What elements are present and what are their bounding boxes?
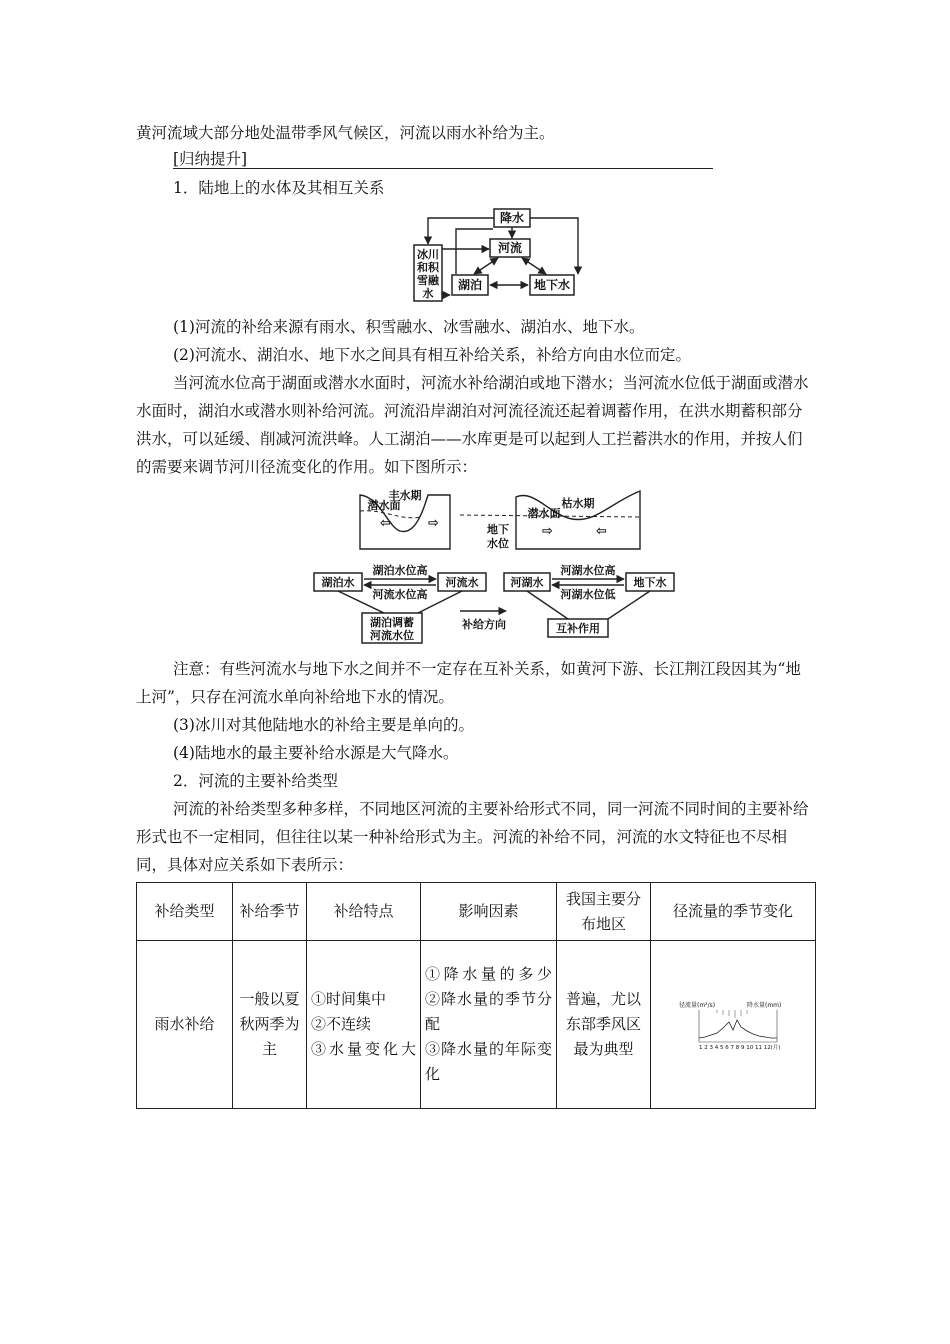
point-3: (3)冰川对其他陆地水的补给主要是单向的。 <box>173 716 474 734</box>
river-lake-water-label: 河湖水 <box>510 576 544 589</box>
th-type: 补给类型 <box>137 883 233 941</box>
lake-water-label: 湖泊水 <box>321 576 355 589</box>
supply-direction-label: 补给方向 <box>462 618 506 631</box>
runoff-axis-label: 径流量(m³/s) <box>679 1001 716 1009</box>
th-factors: 影响因素 <box>421 883 557 941</box>
cell-region: 普遍，尤以东部季风区最为典型 <box>557 941 651 1109</box>
point-4: (4)陆地水的最主要补给水源是大气降水。 <box>173 744 459 762</box>
rl-level-low: 河湖水位低 <box>560 588 616 601</box>
factor-2: ②降水量的季节分配 <box>425 990 552 1033</box>
section-rule <box>173 168 713 169</box>
groundwater-level-line-1: 地下 <box>487 523 509 536</box>
table-header-row <box>137 883 816 941</box>
flow-arrow-right-1: ⇨ <box>542 524 553 539</box>
lake-regulation-line-1: 湖泊调蓄 <box>370 616 414 629</box>
river-water-label: 河流水 <box>445 576 479 589</box>
dry-period-label: 枯水期 <box>561 497 595 510</box>
groundwater-label: 地下水 <box>533 278 571 292</box>
factor-1: ①降水量的多少 <box>425 965 552 983</box>
lake-level-high: 湖泊水位高 <box>372 564 428 577</box>
th-runoff: 径流量的季节变化 <box>651 883 816 941</box>
cell-runoff-chart <box>651 941 816 1109</box>
precip-axis-label: 降水量(mm) <box>747 1001 782 1009</box>
feature-2: ②不连续 <box>311 1015 372 1033</box>
cell-type: 雨水补给 <box>137 941 233 1109</box>
water-table-left: 潜水面 <box>367 499 401 512</box>
paragraph-1: 当河流水位高于湖面或潜水水面时，河流水补给湖泊或地下潜水；当河流水位低于湖面或潜水水面时，湖泊水或潜水则补给河流。河流沿岸湖泊对河流径流还起着调蓄作用，在洪水期蓄积部分洪水，可以延缓、削减河流洪峰。人工湖泊——水库更是可以起到人工拦蓄洪水的作用，并按人们的需要来调节河川径流变化的作用。如下图所示： <box>136 374 809 476</box>
flow-arrow-right-2: ⇦ <box>596 524 607 539</box>
groundwater-level-line-2: 水位 <box>487 537 509 550</box>
paragraph-2: 河流的补给类型多种多样，不同地区河流的主要补给形式不同，同一河流不同时间的主要补给形式也不一定相同，但往往以某一种补给形式为主。河流的补给不同，河流的水文特征也不尽相同，具体对应关系如下表所示： <box>136 800 809 874</box>
supply-relation-diagram <box>310 485 690 645</box>
runoff-chart <box>677 1000 789 1050</box>
flood-period-label: 丰水期 <box>388 489 422 502</box>
cell-season: 一般以夏秋两季为主 <box>233 941 307 1109</box>
th-season: 补给季节 <box>233 883 307 941</box>
lake-label: 湖泊 <box>457 278 483 292</box>
flow-arrow-left-1: ⇦ <box>380 516 391 531</box>
point-1: (1)河流的补给来源有雨水、积雪融水、冰雪融水、湖泊水、地下水。 <box>173 318 645 336</box>
river-level-high: 河流水位高 <box>372 588 428 601</box>
river-label: 河流 <box>497 241 523 255</box>
glacier-line-2: 和积 <box>417 261 439 274</box>
heading-1: 1．陆地上的水体及其相互关系 <box>173 179 385 197</box>
point-2: (2)河流水、湖泊水、地下水之间具有相互补给关系，补给方向由水位而定。 <box>173 346 691 364</box>
factor-3: ③降水量的年际变化 <box>425 1040 552 1083</box>
glacier-line-3: 雪融 <box>417 274 439 287</box>
supply-types-table <box>136 882 816 1109</box>
flow-arrow-left-2: ⇨ <box>428 516 439 531</box>
glacier-line-1: 冰川 <box>417 248 439 261</box>
feature-1: ①时间集中 <box>311 990 387 1008</box>
month-ticks: 1 2 3 4 5 6 7 8 9 10 11 12(月) <box>699 1044 781 1050</box>
feature-3: ③水量变化大 <box>311 1040 416 1058</box>
table-row <box>137 941 816 1109</box>
groundwater2-label: 地下水 <box>633 576 667 589</box>
th-region: 我国主要分布地区 <box>557 883 651 941</box>
cell-features <box>307 941 421 1109</box>
note: 注意：有些河流水与地下水之间并不一定存在互补关系，如黄河下游、长江荆江段因其为“地上河”，只存在河流水单向补给地下水的情况。 <box>136 660 801 706</box>
th-features: 补给特点 <box>307 883 421 941</box>
water-table-right: 潜水面 <box>527 507 561 520</box>
lake-regulation-line-2: 河流水位 <box>370 629 414 642</box>
mutual-label: 互补作用 <box>556 622 600 635</box>
precip-bars <box>717 1010 747 1018</box>
glacier-line-4: 水 <box>422 287 434 300</box>
runoff-line <box>699 1020 777 1038</box>
precip-label: 降水 <box>499 211 525 225</box>
rl-level-high: 河湖水位高 <box>560 564 616 577</box>
cell-factors <box>421 941 557 1109</box>
section-tag: [归纳提升] <box>173 150 248 168</box>
heading-2: 2．河流的主要补给类型 <box>173 772 338 790</box>
intro-line: 黄河流域大部分地处温带季风气候区，河流以雨水补给为主。 <box>136 124 555 142</box>
water-bodies-diagram <box>410 205 590 305</box>
